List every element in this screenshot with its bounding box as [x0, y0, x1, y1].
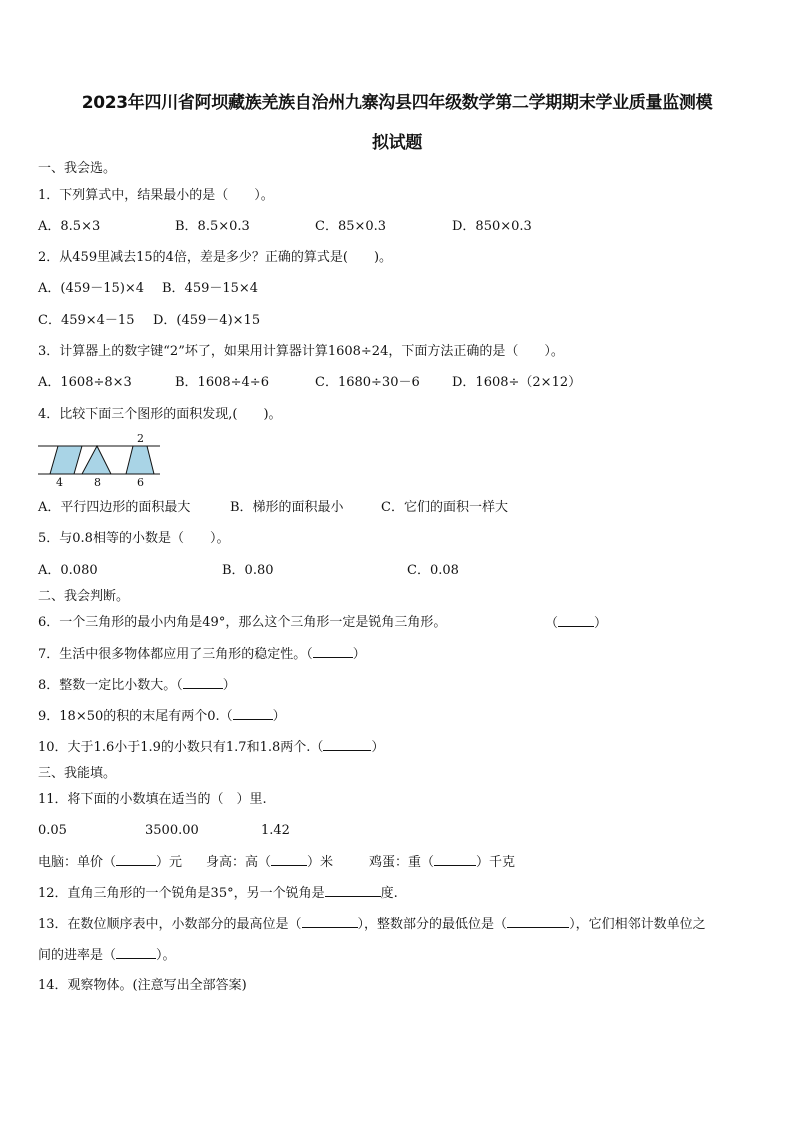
question-2-stem: 2．从459里减去15的4倍，差是多少？正确的算式是( )。 — [38, 250, 393, 265]
paren-right: ） — [222, 678, 236, 693]
question-13-blank-1[interactable] — [302, 915, 358, 928]
figure-label-trapezoid-base: 6 — [137, 476, 144, 489]
question-14-text: 14．观察物体。(注意写出全部答案) — [38, 978, 247, 993]
question-5-option-c: C．0.08 — [407, 563, 459, 578]
question-11-height — [206, 853, 333, 872]
question-2-option-b: B．459－15×4 — [162, 281, 259, 296]
question-13-part3: ），它们相邻计数单位之 — [569, 917, 706, 932]
section-heading-choice: 一、我会选。 — [38, 161, 117, 176]
figure-label-parallelogram-base: 4 — [56, 476, 63, 489]
area-comparison-figure — [36, 432, 166, 490]
question-10-answer-blank[interactable] — [323, 738, 371, 751]
computer-price-blank[interactable] — [116, 853, 156, 866]
height-label: 身高：高（ — [206, 855, 272, 870]
question-4-option-c: C．它们的面积一样大 — [381, 500, 508, 515]
question-11-value-3: 1.42 — [261, 823, 290, 838]
paren-left: （ — [545, 616, 559, 631]
question-5-stem: 5．与0.8相等的小数是（ ）。 — [38, 531, 230, 546]
question-6-answer-slot[interactable] — [545, 614, 607, 633]
question-7-row — [38, 645, 366, 664]
question-13-part2: ），整数部分的最低位是（ — [357, 917, 508, 932]
question-7-answer-blank[interactable] — [313, 645, 353, 658]
question-13-part5: ）。 — [156, 948, 176, 963]
question-1-option-b: B．8.5×0.3 — [175, 219, 250, 234]
question-2-option-d: D．(459－4)×15 — [153, 313, 261, 328]
question-12-row — [38, 884, 398, 903]
question-4-stem: 4．比较下面三个图形的面积发现,( )。 — [38, 407, 282, 422]
question-4-option-b: B．梯形的面积最小 — [230, 500, 344, 515]
question-10-text: 10．大于1.6小于1.9的小数只有1.7和1.8两个.（ — [38, 740, 324, 755]
question-9-answer-blank[interactable] — [233, 707, 273, 720]
question-13-row1 — [38, 915, 706, 934]
question-3-stem: 3．计算器上的数字键“2”坏了，如果用计算器计算1608÷24，下面方法正确的是（ ）。 — [38, 344, 564, 359]
question-11-stem: 11．将下面的小数填在适当的（ ）里. — [38, 792, 267, 807]
question-2-option-a: A．(459－15)×4 — [38, 281, 145, 296]
question-12-unit: 度. — [380, 886, 398, 901]
trapezoid-shape — [126, 446, 154, 474]
question-3-option-a: A．1608÷8×3 — [38, 375, 132, 390]
question-4-option-a: A．平行四边形的面积最大 — [38, 500, 191, 515]
question-8-answer-blank[interactable] — [183, 676, 223, 689]
question-12-answer-blank[interactable] — [325, 884, 381, 897]
question-1-option-c: C．85×0.3 — [315, 219, 387, 234]
section-heading-fill: 三、我能填。 — [38, 766, 117, 781]
question-11-computer-price — [38, 853, 182, 872]
section-heading-judgement: 二、我会判断。 — [38, 589, 130, 604]
question-5-option-b: B．0.80 — [222, 563, 274, 578]
egg-weight-unit: ）千克 — [476, 855, 516, 870]
question-11-value-2: 3500.00 — [145, 823, 199, 838]
paren-right: ） — [272, 709, 286, 724]
question-13-row2 — [38, 946, 176, 965]
figure-label-triangle-base: 8 — [94, 476, 101, 489]
question-11-egg-weight — [369, 853, 515, 872]
computer-price-label: 电脑：单价（ — [38, 855, 117, 870]
exam-title-line1: 2023年四川省阿坝藏族羌族自治州九寨沟县四年级数学第二学期期末学业质量监测模 — [81, 93, 713, 113]
question-10-row — [38, 738, 384, 757]
question-13-part1: 13．在数位顺序表中，小数部分的最高位是（ — [38, 917, 302, 932]
question-3-option-b: B．1608÷4÷6 — [175, 375, 269, 390]
question-13-part4: 间的进率是（ — [38, 948, 117, 963]
answer-blank[interactable] — [558, 614, 594, 627]
height-blank[interactable] — [271, 853, 307, 866]
question-6-text: 6．一个三角形的最小内角是49°，那么这个三角形一定是锐角三角形。 — [38, 615, 447, 630]
computer-price-unit: ）元 — [156, 855, 183, 870]
paren-right: ） — [352, 647, 366, 662]
question-3-option-c: C．1680÷30－6 — [315, 375, 420, 390]
question-9-text: 9．18×50的积的末尾有两个0.（ — [38, 709, 233, 724]
question-8-row — [38, 676, 236, 695]
question-12-text: 12．直角三角形的一个锐角是35°，另一个锐角是 — [38, 886, 325, 901]
question-9-row — [38, 707, 286, 726]
question-11-value-1: 0.05 — [38, 823, 67, 838]
exam-title-line2: 拟试题 — [371, 133, 423, 153]
egg-weight-label: 鸡蛋：重（ — [369, 855, 435, 870]
question-13-blank-2[interactable] — [507, 915, 569, 928]
question-3-option-d: D．1608÷（2×12） — [452, 375, 582, 390]
figure-label-top: 2 — [137, 432, 144, 445]
parallelogram-shape — [50, 446, 82, 474]
question-8-text: 8．整数一定比小数大。（ — [38, 678, 183, 693]
height-unit: ）米 — [307, 855, 334, 870]
paren-right: ） — [371, 740, 385, 755]
question-5-option-a: A．0.080 — [38, 563, 98, 578]
egg-weight-blank[interactable] — [434, 853, 476, 866]
paren-right: ） — [594, 616, 608, 631]
question-1-option-d: D．850×0.3 — [452, 219, 532, 234]
question-7-text: 7．生活中很多物体都应用了三角形的稳定性。（ — [38, 647, 313, 662]
question-1-stem: 1．下列算式中，结果最小的是（ ）。 — [38, 188, 274, 203]
question-1-option-a: A．8.5×3 — [38, 219, 101, 234]
triangle-shape — [82, 446, 111, 474]
question-13-blank-3[interactable] — [116, 946, 156, 959]
question-2-option-c: C．459×4－15 — [38, 313, 135, 328]
